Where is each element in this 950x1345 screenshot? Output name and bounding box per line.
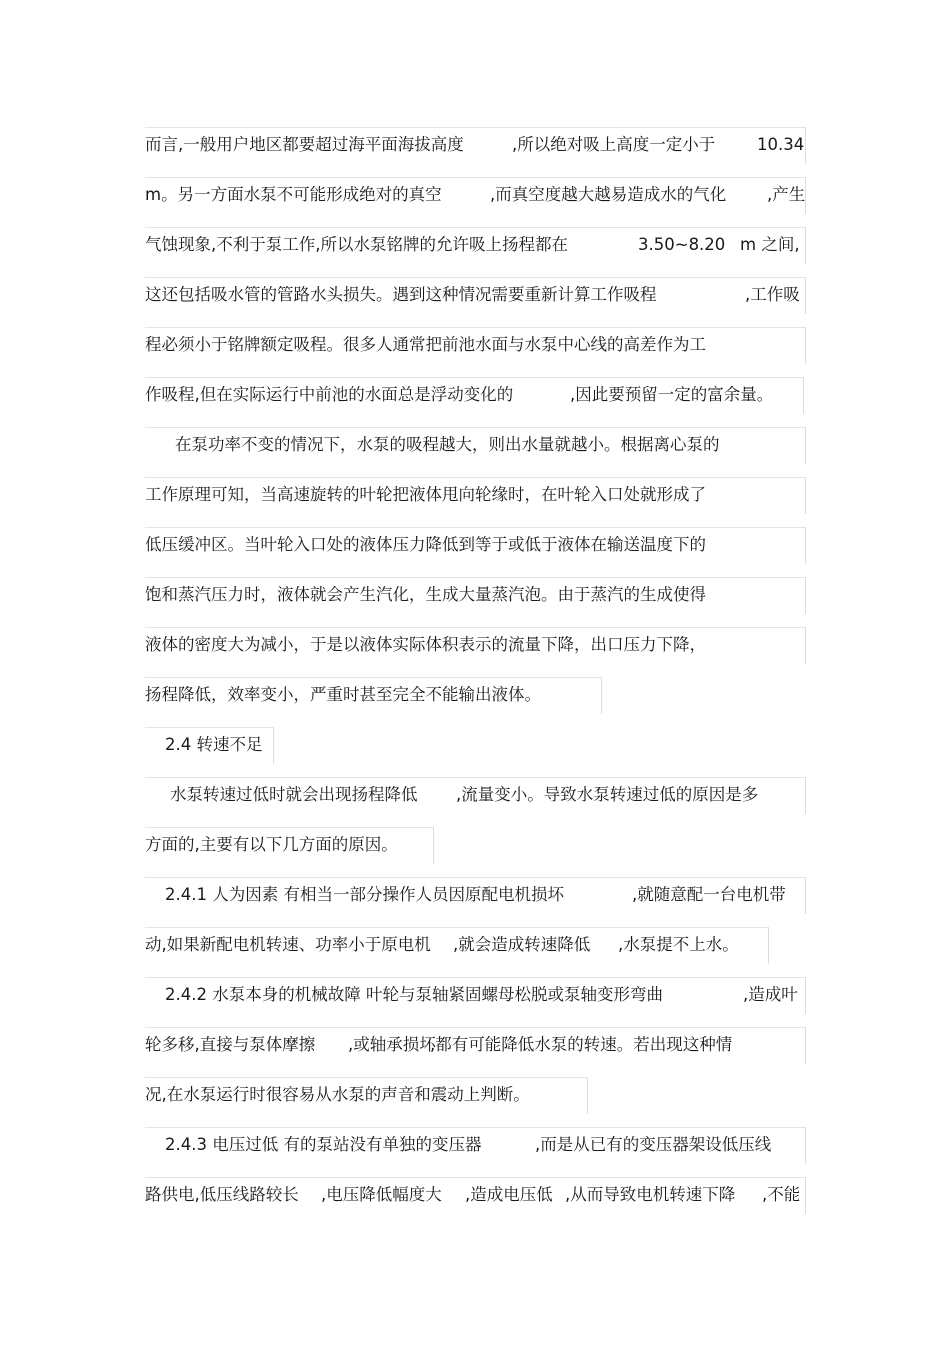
text-segment: 低压缓冲区。当叶轮入口处的液体压力降低到等于或低于液体在输送温度下的 [145,535,706,554]
text-line [145,227,805,263]
text-segment: 饱和蒸汽压力时，液体就会产生汽化，生成大量蒸汽泡。由于蒸汽的生成使得 [145,585,706,604]
text-segment: 3.50~8.20 [638,235,726,254]
text-segment: 这还包括吸水管的管路水头损失。遇到这种情况需要重新计算工作吸程 [145,285,657,304]
text-segment: ,所以绝对吸上高度一定小于 [512,135,716,154]
text-segment: ,就随意配一台电机带 [632,885,786,904]
text-segment: 2.4 转速不足 [165,735,263,754]
text-segment: ,或轴承损坏 [348,1035,436,1054]
text-segment: m 之间, [740,235,800,254]
text-segment: ,工作吸 [745,285,800,304]
text-line [145,377,803,413]
text-line [145,327,805,363]
text-line [145,927,768,963]
text-segment: 扬程降低，效率变小，严重时甚至完全不能输出液体。 [145,685,541,704]
text-segment: 轮多移,直接与泵体摩擦 [145,1035,316,1054]
text-line [145,1177,805,1213]
text-segment: m。另一方面水泵不可能形成绝对的真空 [145,185,442,204]
text-line [145,277,805,313]
text-segment: ,而是从已有的变压器架设低压线 [535,1135,772,1154]
text-segment: 动,如果新配电机转速、功率小于原电机 [145,935,431,954]
text-segment: 况,在水泵运行时很容易从水泵的声音和震动上判断。 [145,1085,530,1104]
text-line [145,577,805,613]
text-line [145,777,805,813]
text-segment: 10.34 [757,135,805,154]
text-segment: ,因此要预留一定的富余量。 [570,385,774,404]
text-segment: 程必须小于铭牌额定吸程。很多人通常把前池水面与水泵中心线的高差作为工 [145,335,706,354]
text-line [145,977,805,1013]
text-segment: 气蚀现象,不利于泵工作,所以水泵铭牌的允许吸上扬程都在 [145,235,568,254]
text-line [145,177,805,213]
text-line [145,1077,587,1113]
text-segment: 水泵转速过低时就会出现扬程降低 [170,785,418,804]
text-segment: ,就会造成转速降低 [453,935,591,954]
text-segment: ,水泵提不上水。 [618,935,739,954]
text-line [145,1127,805,1163]
text-segment: 作吸程,但在实际运行中前池的水面总是浮动变化的 [145,385,514,404]
text-segment: 方面的,主要有以下几方面的原因。 [145,835,398,854]
text-segment: 2.4.2 水泵本身的机械故障 叶轮与泵轴紧固螺母松脱或泵轴变形弯曲 [165,985,663,1004]
text-line [145,827,433,863]
text-segment: 工作原理可知，当高速旋转的叶轮把液体甩向轮缘时，在叶轮入口处就形成了 [145,485,706,504]
text-segment: 液体的密度大为减小，于是以液体实际体积表示的流量下降，出口压力下降， [145,635,706,654]
text-segment: ,都有可能降低水泵的转速。若出现这种情 [430,1035,733,1054]
text-segment: ,造成叶 [743,985,798,1004]
text-segment: 2.4.1 人为因素 有相当一部分操作人员因原配电机损坏 [165,885,564,904]
text-line [145,877,805,913]
text-line [145,127,805,163]
text-segment: ,而真空度越大越易造成水的气化 [490,185,727,204]
text-line [145,1027,805,1063]
text-segment: ,造成电压低 [465,1185,553,1204]
text-line [145,627,805,663]
text-segment: ,不能 [762,1185,801,1204]
text-segment: 路供电,低压线路较长 [145,1185,299,1204]
text-segment: ,从而导致电机转速下降 [565,1185,736,1204]
text-line [145,477,805,513]
text-segment: 2.4.3 电压过低 有的泵站没有单独的变压器 [165,1135,482,1154]
text-line [145,427,805,463]
text-segment: 而言,一般用户地区都要超过海平面海拔高度 [145,135,464,154]
text-segment: 在泵功率不变的情况下，水泵的吸程越大，则出水量就越小。根据离心泵的 [175,435,720,454]
text-line [145,727,273,763]
text-segment: ,流量变小。导致水泵转速过低的原因是多 [456,785,759,804]
text-segment: ,电压降低幅度大 [321,1185,442,1204]
text-line [145,527,805,563]
text-segment: ,产生 [767,185,806,204]
text-line [145,677,601,713]
